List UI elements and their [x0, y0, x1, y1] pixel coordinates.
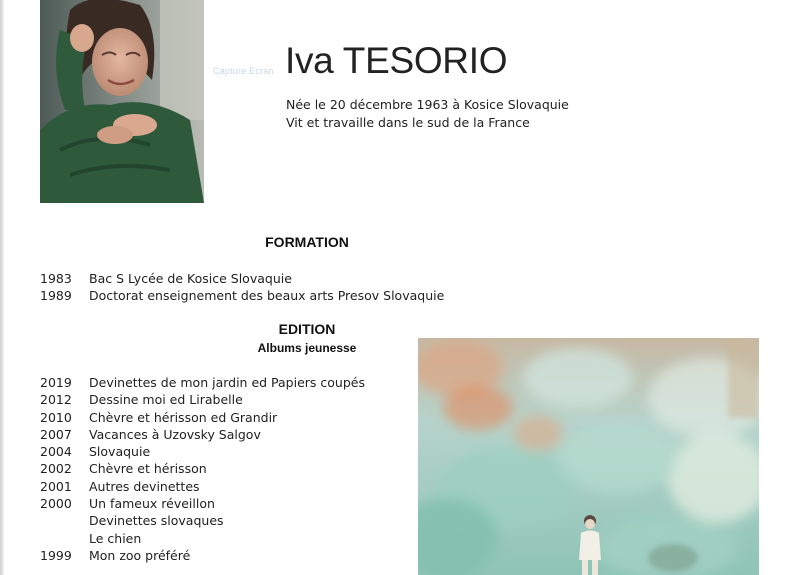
edition-entry — [40, 374, 365, 391]
formation-heading: FORMATION — [265, 234, 349, 250]
image-caption-ghost: Capture Ecran — [213, 66, 274, 76]
artist-name: Iva TESORIO — [285, 40, 508, 81]
entry-text: Un fameux réveillon — [89, 496, 215, 512]
entry-text: Doctorat enseignement des beaux arts Presov Slovaquie — [89, 288, 445, 304]
entry-year: 2010 — [40, 409, 72, 425]
entry-text: Slovaquie — [89, 444, 151, 460]
edition-entry — [40, 478, 365, 495]
entry-text: Bac S Lycée de Kosice Slovaquie — [89, 271, 292, 286]
artist-bio — [286, 96, 569, 132]
edition-entry — [40, 530, 365, 547]
entry-text: Dessine moi ed Lirabelle — [89, 392, 243, 408]
entry-year: 1989 — [40, 288, 72, 304]
artist-portrait-photo — [40, 0, 204, 203]
edition-entry — [40, 495, 365, 512]
artwork-painting — [418, 338, 759, 575]
entry-year: 1999 — [40, 547, 72, 563]
edition-entry — [40, 512, 365, 529]
entry-year: 2019 — [40, 375, 72, 390]
edition-entry — [40, 391, 365, 408]
entry-text: Le chien — [89, 530, 142, 546]
edition-entry — [40, 443, 365, 460]
edition-list — [40, 374, 365, 564]
entry-year — [40, 530, 89, 547]
entry-text: Devinettes de mon jardin ed Papiers coupés — [89, 375, 365, 390]
bio-birth-line: Née le 20 décembre 1963 à Kosice Slovaquie — [286, 97, 569, 112]
entry-year — [40, 512, 89, 529]
edition-entry — [40, 426, 365, 443]
entry-year: 2001 — [40, 478, 72, 494]
edition-heading: EDITION — [278, 321, 336, 337]
edition-entry — [40, 460, 365, 477]
entry-text: Chèvre et hérisson — [89, 461, 207, 477]
formation-entry — [40, 287, 444, 304]
entry-year: 1983 — [40, 271, 72, 286]
entry-text: Vacances à Uzovsky Salgov — [89, 426, 261, 442]
formation-entry — [40, 270, 444, 287]
entry-text: Mon zoo préféré — [89, 547, 191, 563]
entry-year: 2012 — [40, 392, 72, 408]
edition-entry — [40, 409, 365, 426]
entry-text: Devinettes slovaques — [89, 513, 224, 529]
formation-list — [40, 270, 444, 305]
edition-subheading: Albums jeunesse — [257, 341, 357, 355]
entry-year: 2004 — [40, 444, 72, 460]
page-edge — [0, 0, 4, 575]
entry-year: 2007 — [40, 426, 72, 442]
entry-text: Chèvre et hérisson ed Grandir — [89, 409, 278, 425]
bio-residence-line: Vit et travaille dans le sud de la France — [286, 115, 530, 130]
entry-year: 2000 — [40, 496, 72, 512]
entry-year: 2002 — [40, 461, 72, 477]
edition-entry — [40, 547, 365, 564]
entry-text: Autres devinettes — [89, 478, 200, 494]
